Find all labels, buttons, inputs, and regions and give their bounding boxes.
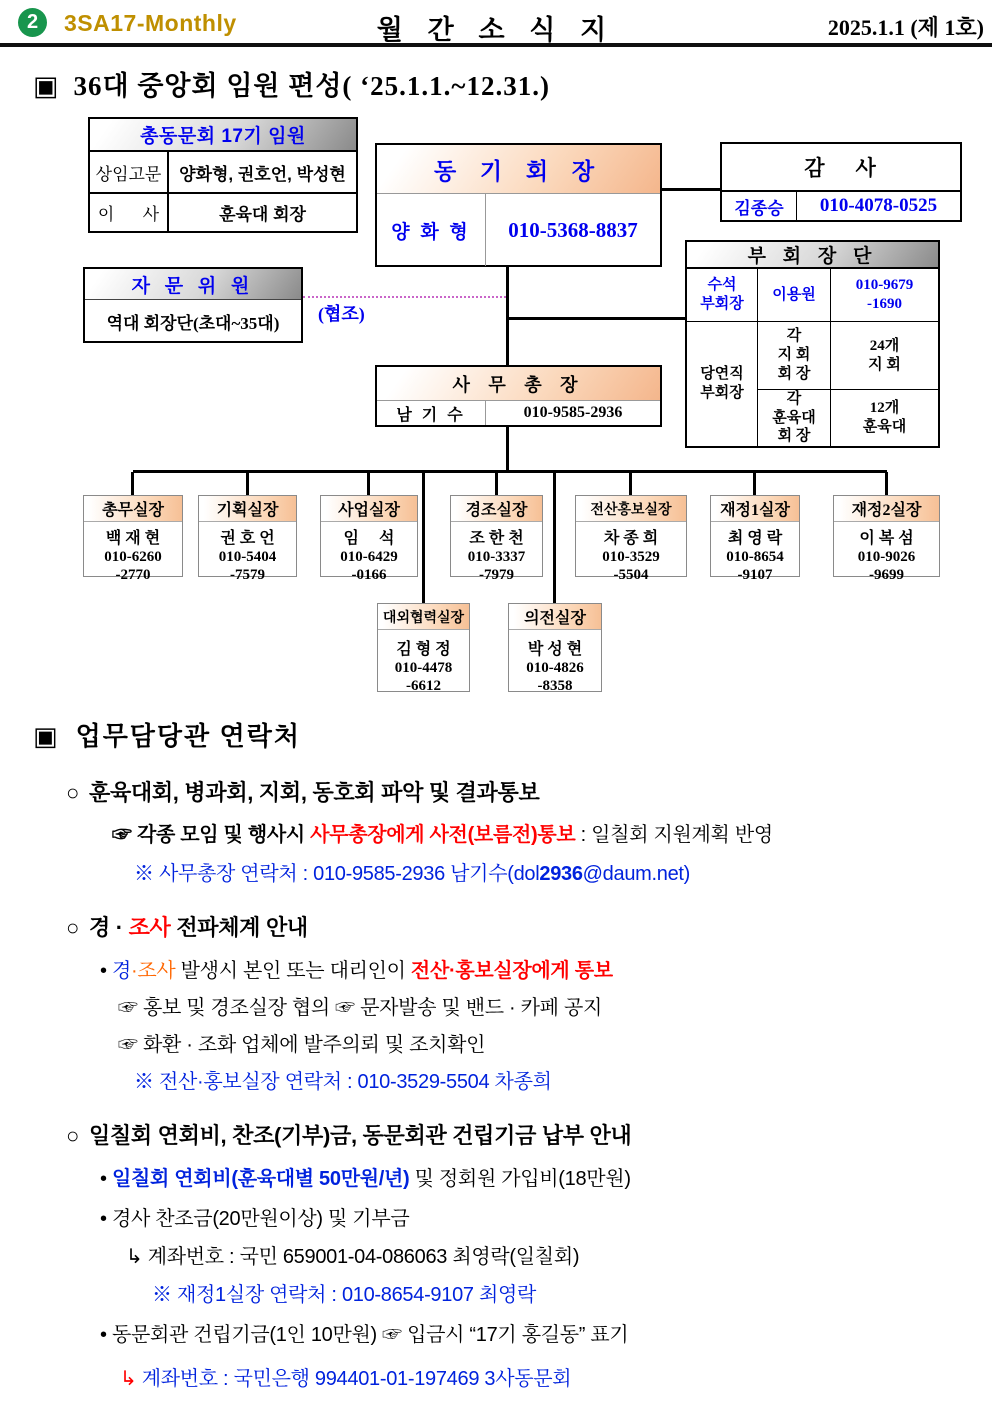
vice-branch-qty-line2: 지 회 [868,356,901,373]
connector-secretary-rail [506,427,509,472]
vice-academy-role [757,389,830,446]
dept-title: 재정2실장 [834,496,939,522]
dept-name: 조 한 천 [469,530,524,547]
dept-box-finance1 [710,495,800,583]
alumni-row2-label: 이 사 [90,192,167,231]
dot-bullet-icon: • [100,960,112,982]
dept-phone-line2: -9699 [869,567,904,583]
newsletter-brand: 3SA17-Monthly [64,10,237,36]
vice-academy-role-line2: 훈육대 [772,409,816,426]
alumni-row1-label: 상임고문 [95,164,162,184]
item3-line1-post: 및 정회원 가입비(18만원) [409,1168,631,1190]
item3-line6 [120,1366,992,1393]
org-box-auditor [720,142,962,222]
vice-branch-qty [830,321,938,389]
item2-line1-red: 전산·홍보실장에게 통보 [410,960,613,982]
vice-branch-role-line3: 회 장 [777,365,811,382]
connector-drop-7 [885,472,888,495]
return-arrow-icon: ↳ [120,1368,137,1390]
secretary-phone: 010-9585-2936 [485,401,660,425]
dept-title: 기획실장 [199,496,296,522]
dot-bullet-icon: • [100,1168,112,1190]
dept-phone-line1: 010-6260 [104,549,162,565]
vice-branch-role-line2: 지 회 [777,347,811,364]
section2-title-text: 업무담당관 연락처 [75,722,302,751]
item3-line6-text: 계좌번호 : 국민은행 994401-01-197469 3사동문회 [136,1368,572,1390]
dept-phone-line1: 010-4478 [394,660,453,676]
dept-name: 최 영 락 [727,530,783,547]
dept-phone-line1: 010-9026 [857,549,916,565]
vice-branch-qty-line1: 24개 [869,337,900,354]
item2-line1-orange: ·조사 [131,960,176,982]
dept-phone-line1: 010-3337 [467,549,526,565]
dept-box-finance2 [833,495,940,583]
vice-chief-title-line1: 수석 [707,277,737,294]
dept-box-ceremonial [450,495,543,583]
vice-exofficio-title [687,321,757,446]
vice-chief-title-line2: 부회장 [700,296,744,312]
dept-phone-line1: 010-4826 [526,660,584,676]
vice-academy-qty-line1: 12개 [869,400,900,417]
cooperation-label: (협조) [318,304,365,324]
auditor-box-header: 감 사 [722,144,960,192]
vice-chief-phone-line2: -1690 [867,296,902,312]
auditor-box-grid [722,192,960,220]
item3-line1 [100,1166,992,1193]
connector-drop-5 [629,472,632,495]
dept-phone-line2: -0166 [351,567,387,583]
dept-title: 총무실장 [84,496,182,522]
item1-line1 [112,822,992,849]
vice-exofficio-line2: 부회장 [700,385,744,401]
connector-vice-chairs [506,317,685,320]
contacts-item3-heading [66,1119,992,1150]
circle-bullet-icon: ○ [66,780,79,805]
org-box-advisory [83,267,303,343]
dept-box-planning [198,495,297,583]
connector-drop-3 [367,472,370,495]
page-number-badge: 2 [18,8,47,37]
chairman-phone: 010-5368-8837 [485,194,660,266]
connector-drop-1 [131,472,134,495]
dept-box-general-affairs [83,495,183,583]
vice-chief-phone [830,269,938,321]
alumni-row1-value: 양화형, 권호언, 박성현 [167,152,356,192]
item3-line2: • 경사 찬조금(20만원이상) 및 기부금 [100,1208,410,1230]
section1-title [33,64,550,103]
vice-academy-role-line3: 회 장 [777,428,811,445]
contacts-item2-heading [66,911,992,942]
item1-line1-pre: ☞ 각종 모임 및 행사시 [112,824,311,846]
item1-line2-bold: 2936 [539,863,583,885]
org-box-chairman [375,143,662,267]
item2-line1-blue: 경 [111,960,131,982]
item2-line2: ☞ 홍보 및 경조실장 협의 ☞ 문자발송 및 밴드 · 카페 공지 [118,997,602,1019]
section-marker-icon: ▣ [33,722,60,751]
item3-line4: ※ 재정1실장 연락처 : 010-8654-9107 최영락 [152,1284,537,1306]
dept-phone-line1: 010-5404 [218,549,277,565]
dept-phone-line1: 010-3529 [602,549,660,565]
dept-name: 차 종 희 [603,530,659,547]
circle-bullet-icon: ○ [66,915,79,940]
org-box-alumni-committee [88,117,358,233]
chairman-box-header: 동 기 회 장 [377,145,660,194]
item2-line4: ※ 전산·홍보실장 연락처 : 010-3529-5504 차종희 [134,1071,552,1093]
connector-drop-6 [753,472,756,495]
secretary-box-header: 사 무 총 장 [377,367,660,401]
item1-line2-post: @daum.net) [582,863,691,885]
dept-phone-line2: -5504 [613,567,649,583]
dept-name: 백 재 현 [105,530,161,547]
dept-box-external-relations [377,603,470,692]
dept-box-business [320,495,418,583]
secretary-name: 남 기 수 [396,406,466,424]
item1-line2 [134,861,992,888]
item2-line1 [100,958,992,985]
vice-box-grid [687,269,938,446]
page-header [0,0,992,47]
vice-box-header: 부 회 장 단 [687,242,938,269]
vice-academy-role-line1: 각 [786,390,802,407]
dept-phone-line1: 010-8654 [726,549,784,565]
dept-phone-line1: 010-6429 [340,549,398,565]
dept-name: 김 형 정 [396,641,451,658]
alumni-box-header: 총동문회 17기 임원 [90,119,356,152]
dept-title: 사업실장 [321,496,417,522]
section-marker-icon: ▣ [33,71,60,101]
item3-line5: • 동문회관 건립기금(1인 10만원) ☞ 입금시 “17기 홍길동” 표기 [100,1324,629,1346]
connector-drop-protocol [553,472,556,603]
org-box-vice-chairs [685,240,940,448]
item3-heading-text: 일칠회 연회비, 찬조(기부)금, 동문회관 건립기금 납부 안내 [89,1123,632,1148]
dept-name: 이 복 섬 [859,530,914,547]
auditor-name: 김종승 [734,198,784,218]
item3-line1-blue: 일칠회 연회비(훈육대별 50만원/년) [111,1168,410,1190]
dept-name: 임 석 [343,530,395,547]
vice-branch-role-line1: 각 [786,328,802,345]
item1-heading-text: 훈육대회, 병과회, 지회, 동호회 파악 및 결과통보 [89,780,540,805]
alumni-row2-value: 훈육대 회장 [167,192,356,231]
section1-title-text: 36대 중앙회 임원 편성( ‘25.1.1.~12.31.) [73,71,550,101]
item1-line2-pre: ※ 사무총장 연락처 : 010-9585-2936 남기수(dol [134,863,540,885]
dept-phone-line2: -7579 [230,567,265,583]
secretary-box-grid [377,401,660,425]
item2-heading-pre: 경 · [89,915,129,940]
circle-bullet-icon: ○ [66,1123,79,1148]
dept-phone-line2: -2770 [115,567,151,583]
dept-name: 박 성 현 [527,641,583,658]
chairman-name: 양 화 형 [391,221,471,243]
dept-box-it-pr [575,495,687,583]
connector-drop-4 [495,472,498,495]
connector-chairman-auditor [662,188,720,191]
issue-date: 2025.1.1 (제 1호) [827,15,984,40]
dept-title: 경조실장 [451,496,542,522]
org-box-secretary-general [375,365,662,427]
dept-box-protocol [508,603,602,692]
advisory-box-body: 역대 회장단(초대~35대) [106,314,280,333]
vice-exofficio-line1: 당연직 [700,366,744,383]
dept-title: 재정1실장 [711,496,799,522]
chairman-box-grid [377,194,660,266]
vice-chief-name-text: 이용원 [772,286,816,303]
dept-phone-line2: -7979 [479,567,514,583]
dept-title: 대외협력실장 [378,604,469,630]
dept-phone-line2: -6612 [406,678,441,694]
vice-chief-title [687,269,757,321]
contacts-section [0,716,992,1393]
connector-chairman-secretary [506,267,509,365]
dept-phone-line2: -8358 [537,678,573,694]
item3-line3: ↳ 계좌번호 : 국민 659001-04-086063 최영락(일칠회) [126,1246,580,1268]
item2-line1-mid: 발생시 본인 또는 대리인이 [175,960,411,982]
vice-chief-name [757,269,830,321]
item1-line1-post: : 일칠회 지원계획 반영 [575,824,773,846]
dept-name: 권 호 언 [220,530,275,547]
alumni-box-grid [90,152,356,231]
vice-academy-qty [830,389,938,446]
auditor-phone: 010-4078-0525 [796,192,960,220]
newsletter-title: 월 간 소 식 지 [376,15,616,45]
contacts-item1-heading [66,776,992,807]
dept-phone-line2: -9107 [737,567,773,583]
vice-branch-role [757,321,830,389]
item1-line1-red: 사무총장에게 사전(보름전)통보 [310,824,576,846]
advisory-box-header: 자 문 위 원 [85,269,301,300]
cooperation-dotted-line [303,296,506,298]
item2-heading-red: 조사 [128,915,171,940]
dept-title: 의전실장 [509,604,601,630]
item2-heading-post: 전파체계 안내 [170,915,308,940]
connector-drop-external [422,472,425,603]
connector-drop-2 [246,472,249,495]
vice-academy-qty-line2: 훈육대 [862,419,907,435]
vice-chief-phone-line1: 010-9679 [855,277,914,294]
dept-title: 전산홍보실장 [576,496,686,522]
section2-title [33,716,992,753]
item2-line3: ☞ 화환 · 조화 업체에 발주의뢰 및 조치확인 [118,1034,486,1056]
